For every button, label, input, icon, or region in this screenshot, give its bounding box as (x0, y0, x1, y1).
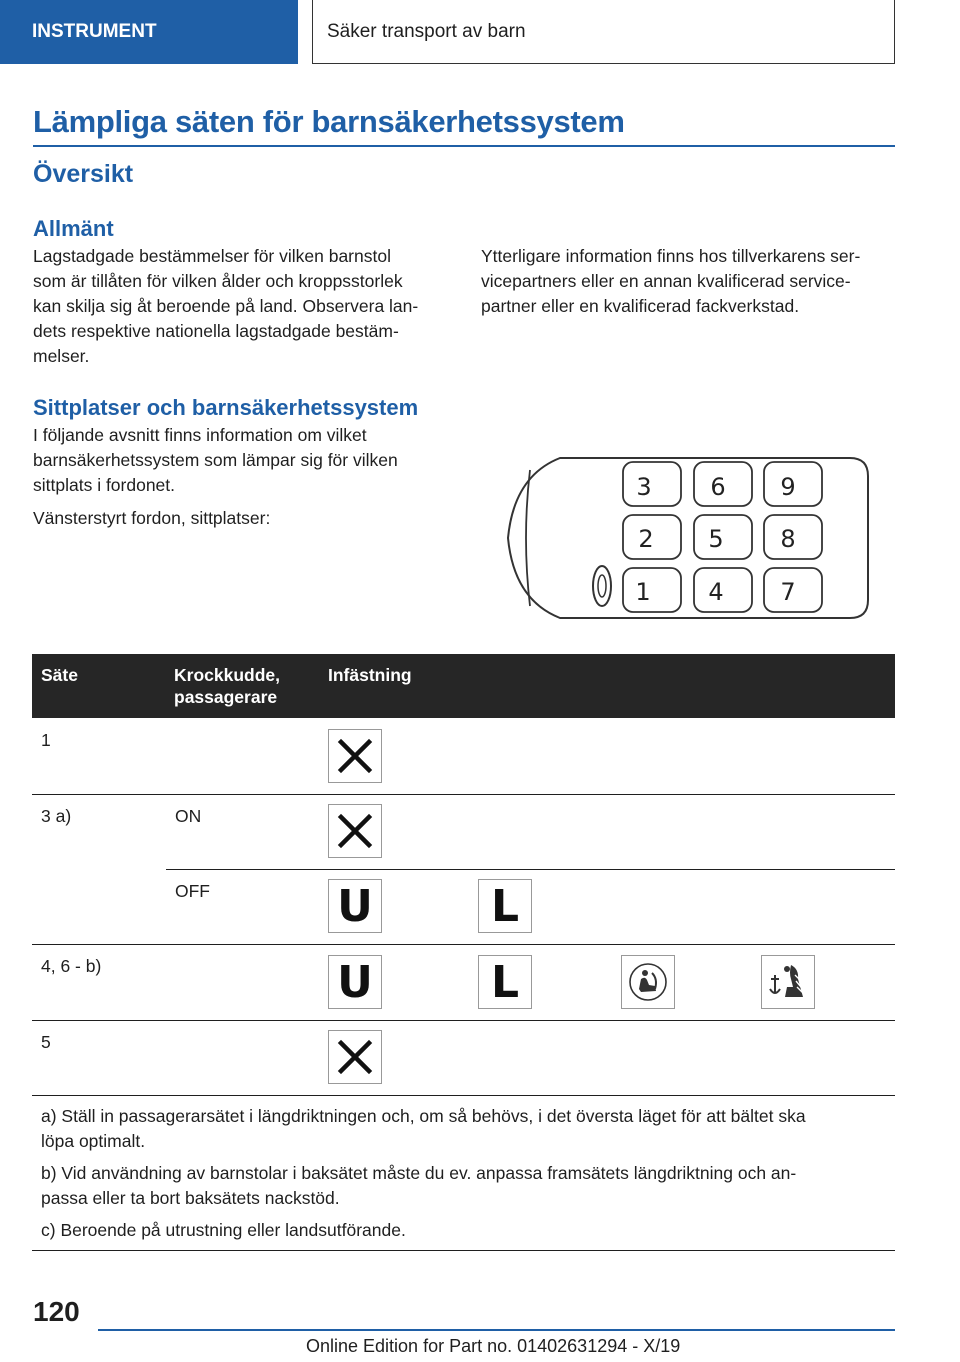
child-seat-icon (621, 955, 675, 1009)
chapter-label: Säker transport av barn (327, 20, 526, 42)
footnote-line: passa eller ta bort baksätets nackstöd. (41, 1188, 340, 1208)
seats-line: sittplats i fordonet. (33, 475, 176, 495)
seats-line: I följande avsnitt finns information om vilket (33, 425, 367, 445)
general-line: dets respektive nationella lagstadgade bestäm- (33, 321, 399, 341)
section-label: INSTRUMENT (32, 21, 157, 42)
seat-cell: 1 (41, 730, 51, 750)
seats-heading: Sittplatser och barnsäkerhetssystem (33, 395, 419, 420)
cross-icon (328, 729, 382, 783)
general-line: Lagstadgade bestämmelser för vilken barnstol (33, 246, 391, 266)
seat-number: 5 (708, 525, 724, 553)
seats-note: Vänsterstyrt fordon, sittplatser: (33, 508, 271, 528)
row-divider (32, 794, 895, 795)
title-divider (33, 145, 895, 147)
table-header (32, 654, 895, 718)
page-subtitle: Översikt (33, 160, 134, 188)
section-tab[interactable] (0, 0, 298, 64)
universal-u-icon: U (328, 879, 382, 933)
isofix-anchor-icon (761, 955, 815, 1009)
footnote-line: a) Ställ in passagerarsätet i längdriktningen och, om så behövs, i det översta läget för att bältet ska (41, 1106, 806, 1126)
semi-universal-l-icon: L (478, 955, 532, 1009)
universal-u-icon: U (328, 955, 382, 1009)
seat-number: 2 (638, 525, 654, 553)
general-right-line: Ytterligare information finns hos tillverkarens ser- (481, 246, 861, 266)
general-line: melser. (33, 346, 90, 366)
general-heading: Allmänt (33, 216, 114, 241)
seat-cell: 5 (41, 1032, 51, 1052)
general-right-line: partner eller en kvalificerad fackverkstad. (481, 296, 800, 316)
seat-number: 6 (710, 473, 726, 501)
seat-cell: 4, 6 - b) (41, 956, 102, 976)
general-text-right (481, 244, 901, 319)
header-airbag-line: passagerare (174, 687, 278, 707)
airbag-cell: OFF (175, 881, 210, 901)
airbag-cell: ON (175, 806, 202, 826)
steering-wheel-icon (593, 566, 611, 606)
row-divider (32, 944, 895, 945)
general-right-line: vicepartners eller en annan kvalificerad service- (481, 271, 851, 291)
header-mounting: Infästning (328, 665, 412, 685)
chapter-tab[interactable] (312, 0, 895, 64)
header-seat: Säte (41, 665, 78, 685)
footnote-c: c) Beroende på utrustning eller landsutförande. (41, 1220, 406, 1240)
footnote-line: löpa optimalt. (41, 1131, 146, 1151)
footnote-a (41, 1104, 891, 1154)
seat-number: 7 (780, 578, 796, 606)
row-divider (32, 1020, 895, 1021)
seat-number: 9 (780, 473, 796, 501)
general-text (33, 244, 453, 369)
cross-icon (328, 804, 382, 858)
table-bottom-rule (32, 1250, 895, 1251)
page-title: Lämpliga säten för barnsäkerhetssystem (33, 104, 625, 139)
footnote-b (41, 1161, 891, 1211)
row-divider (32, 1095, 895, 1096)
footer-divider (98, 1329, 895, 1331)
row-divider (166, 869, 895, 870)
cross-icon (328, 1030, 382, 1084)
page-number: 120 (33, 1296, 80, 1327)
seat-number: 1 (635, 578, 651, 606)
general-line: som är tillåten för vilken ålder och kroppsstorlek (33, 271, 403, 291)
seats-line: barnsäkerhetssystem som lämpar sig för vilken (33, 450, 398, 470)
seat-layout-diagram (500, 450, 880, 625)
seat-number: 3 (636, 473, 652, 501)
seats-text (33, 423, 463, 498)
semi-universal-l-icon: L (478, 879, 532, 933)
footnote-line: b) Vid användning av barnstolar i baksätet måste du ev. anpassa framsätets längdriktning och an- (41, 1163, 797, 1183)
seat-number: 8 (780, 525, 796, 553)
edition-note: Online Edition for Part no. 01402631294 - X/19 (306, 1336, 681, 1356)
seat-cell: 3 a) (41, 806, 72, 826)
header-airbag (174, 664, 280, 708)
header-airbag-line: Krockkudde, (174, 665, 280, 685)
general-line: kan skilja sig åt beroende på land. Observera lan- (33, 296, 419, 316)
seat-number: 4 (708, 578, 724, 606)
